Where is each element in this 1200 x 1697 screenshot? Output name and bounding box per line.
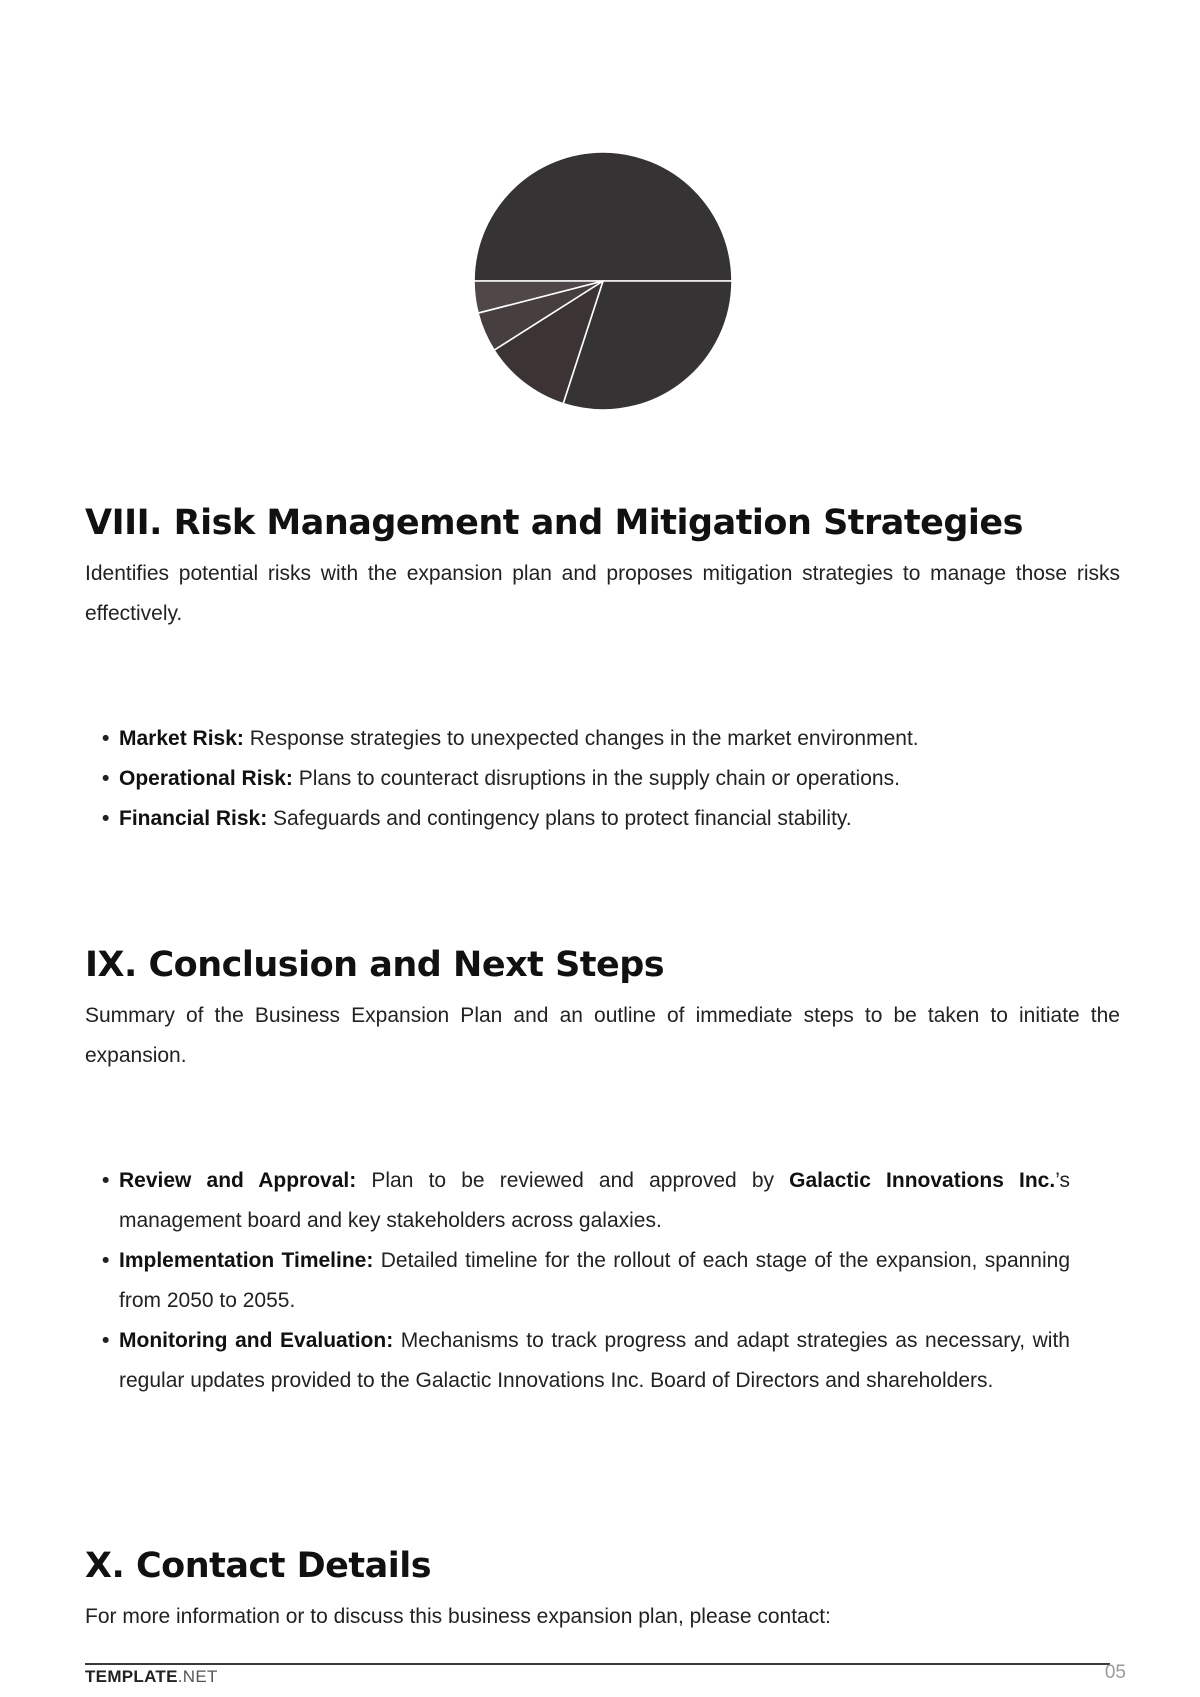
section-conclusion [85,944,1120,1076]
section-heading: VIII. Risk Management and Mitigation Strategies [85,503,1023,543]
page-number: 05 [1104,1662,1126,1683]
bullet-text: Response strategies to unexpected changes in the market environment. [243,727,919,750]
pie-chart-svg [472,150,734,412]
pie-slice [474,152,732,281]
section-contact-details [85,1545,1120,1637]
list-item [85,1241,1070,1321]
list-item [85,799,1070,839]
section-heading: IX. Conclusion and Next Steps [85,945,665,985]
section-body: Summary of the Business Expansion Plan and an outline of immediate steps to be taken to initiate the expansion. [85,1004,1120,1067]
bullet-text: Plans to counteract disruptions in the supply chain or operations. [292,767,900,790]
company-name: Galactic Innovations Inc. [789,1169,1056,1192]
list-item [85,719,1070,759]
section-risk-management [85,502,1120,634]
footer-logo [85,1666,218,1688]
list-item [85,1321,1070,1401]
bullet-text: Plan to be reviewed and approved by [356,1169,790,1192]
bullet-text: Detailed timeline for the rollout of each stage of the expansion, spanning from 2050 to 2055. [119,1249,1070,1312]
bullet-label: Implementation Timeline: [119,1249,374,1272]
bullet-text: Safeguards and contingency plans to protect financial stability. [267,807,852,830]
pie-chart [472,150,734,412]
section-body: Identifies potential risks with the expansion plan and proposes mitigation strategies to manage those risks effectively. [85,562,1120,625]
risk-list [85,719,1070,839]
bullet-label: Operational Risk: [119,767,293,790]
logo-rest-text: .NET [177,1667,218,1686]
footer-divider [85,1663,1110,1665]
bullet-label: Monitoring and Evaluation: [119,1329,394,1352]
list-item [85,1161,1070,1241]
bullet-text: ’s management board and key stakeholders across galaxies. [119,1169,1070,1232]
section-body: For more information or to discuss this business expansion plan, please contact: [85,1605,831,1628]
bullet-text: Mechanisms to track progress and adapt strategies as necessary, with regular updates provided to the Galactic Innovations Inc. Board of Directors and shareholders. [119,1329,1070,1392]
section-heading: X. Contact Details [85,1546,432,1586]
bullet-label: Market Risk: [119,727,244,750]
next-steps-list [85,1161,1070,1401]
list-item [85,759,1070,799]
bullet-label: Review and Approval: [119,1169,357,1192]
bullet-label: Financial Risk: [119,807,268,830]
logo-bold-text: TEMPLATE [85,1667,178,1686]
